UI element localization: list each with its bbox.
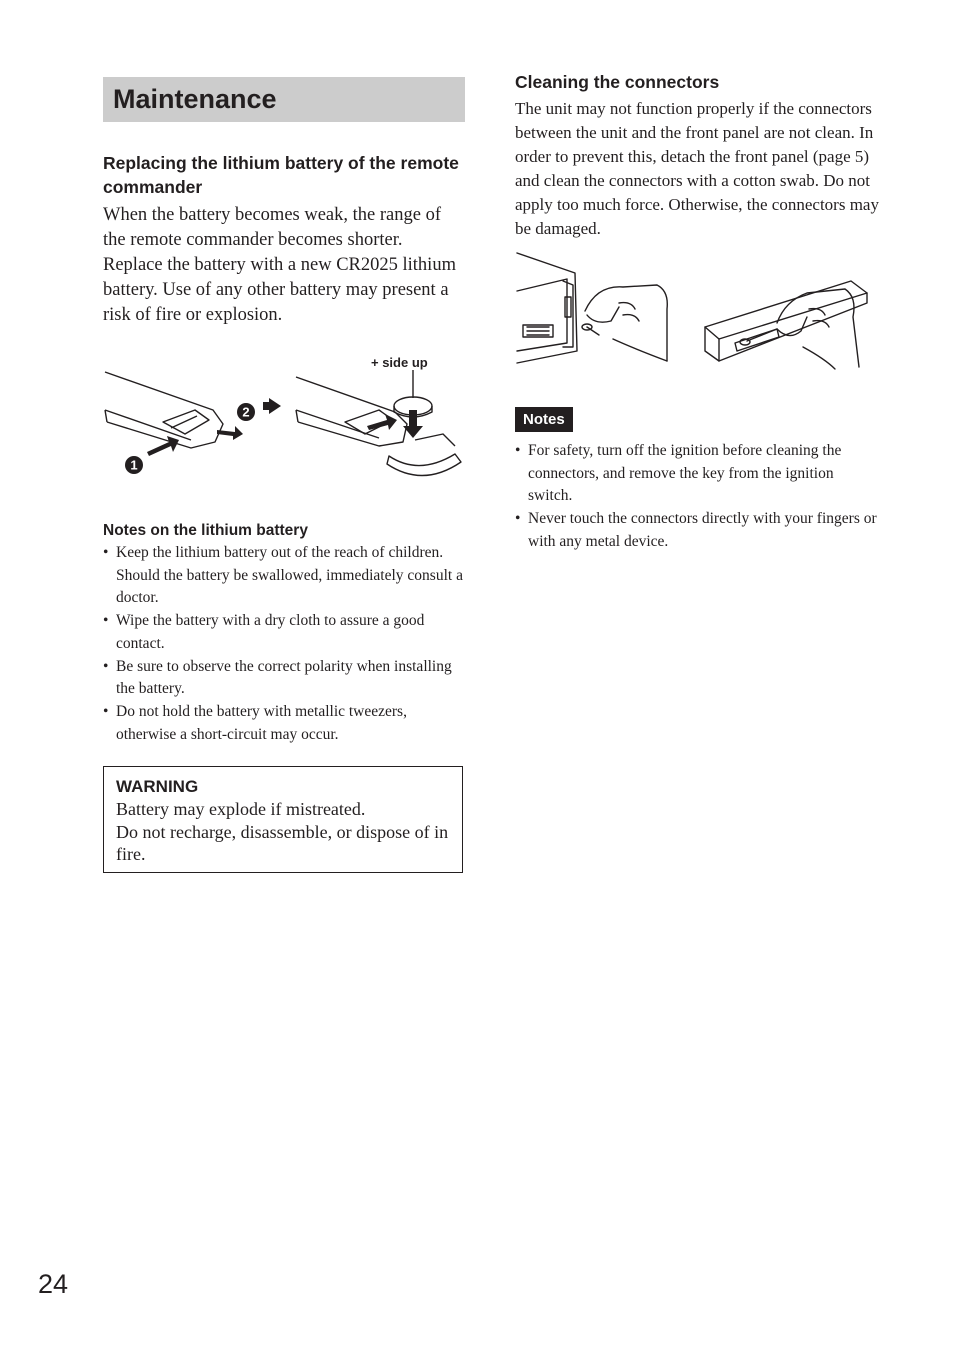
connector-cleaning-illustration	[515, 251, 880, 373]
side-up-label: + side up	[371, 355, 428, 370]
section-title: Maintenance	[113, 84, 277, 114]
connectors-body: The unit may not function properly if the connectors between the unit and the front panel are not clean. In order to prevent this, detach the front panel (page 5) and clean the connectors with a cotton swab. Do not apply too much force. Otherwise, the connectors may be damaged.	[515, 99, 879, 238]
list-item: • Wipe the battery with a dry cloth to assure a good contact.	[103, 610, 465, 655]
battery-notes-heading: Notes on the lithium battery	[103, 522, 308, 539]
list-item: • Keep the lithium battery out of the reach of children. Should the battery be swallowed, immediately consult a doctor.	[103, 542, 465, 610]
list-item: • Be sure to observe the correct polarity when installing the battery.	[103, 656, 465, 701]
connectors-notes-list	[515, 440, 880, 554]
left-column	[103, 77, 465, 873]
section-header-bar	[103, 77, 465, 122]
page-number: 24	[38, 1269, 69, 1299]
right-column	[515, 70, 880, 554]
battery-illustration	[103, 350, 465, 500]
battery-body: When the battery becomes weak, the range of the remote commander becomes shorter. Replace the battery with a new CR2025 lithium battery. Use of any other battery may present a risk of fire or explosion.	[103, 205, 456, 325]
step-1-marker: 1	[130, 457, 138, 473]
notes-badge: Notes	[515, 407, 573, 432]
battery-heading: Replacing the lithium battery of the remote commander	[103, 153, 459, 197]
warning-line-1: Battery may explode if mistreated.	[116, 799, 366, 820]
list-item: • For safety, turn off the ignition before cleaning the connectors, and remove the key from the ignition switch.	[515, 440, 880, 508]
connectors-figure	[515, 251, 880, 373]
battery-notes-list	[103, 542, 465, 746]
list-item: • Never touch the connectors directly with your fingers or with any metal device.	[515, 508, 880, 553]
warning-line-2: Do not recharge, disassemble, or dispose of in fire.	[116, 821, 449, 865]
warning-title: WARNING	[116, 777, 199, 797]
battery-figure	[103, 350, 465, 500]
warning-box	[103, 766, 463, 873]
list-item: • Do not hold the battery with metallic tweezers, otherwise a short-circuit may occur.	[103, 701, 465, 746]
connectors-heading: Cleaning the connectors	[515, 72, 720, 92]
step-2-marker: 2	[242, 404, 250, 420]
